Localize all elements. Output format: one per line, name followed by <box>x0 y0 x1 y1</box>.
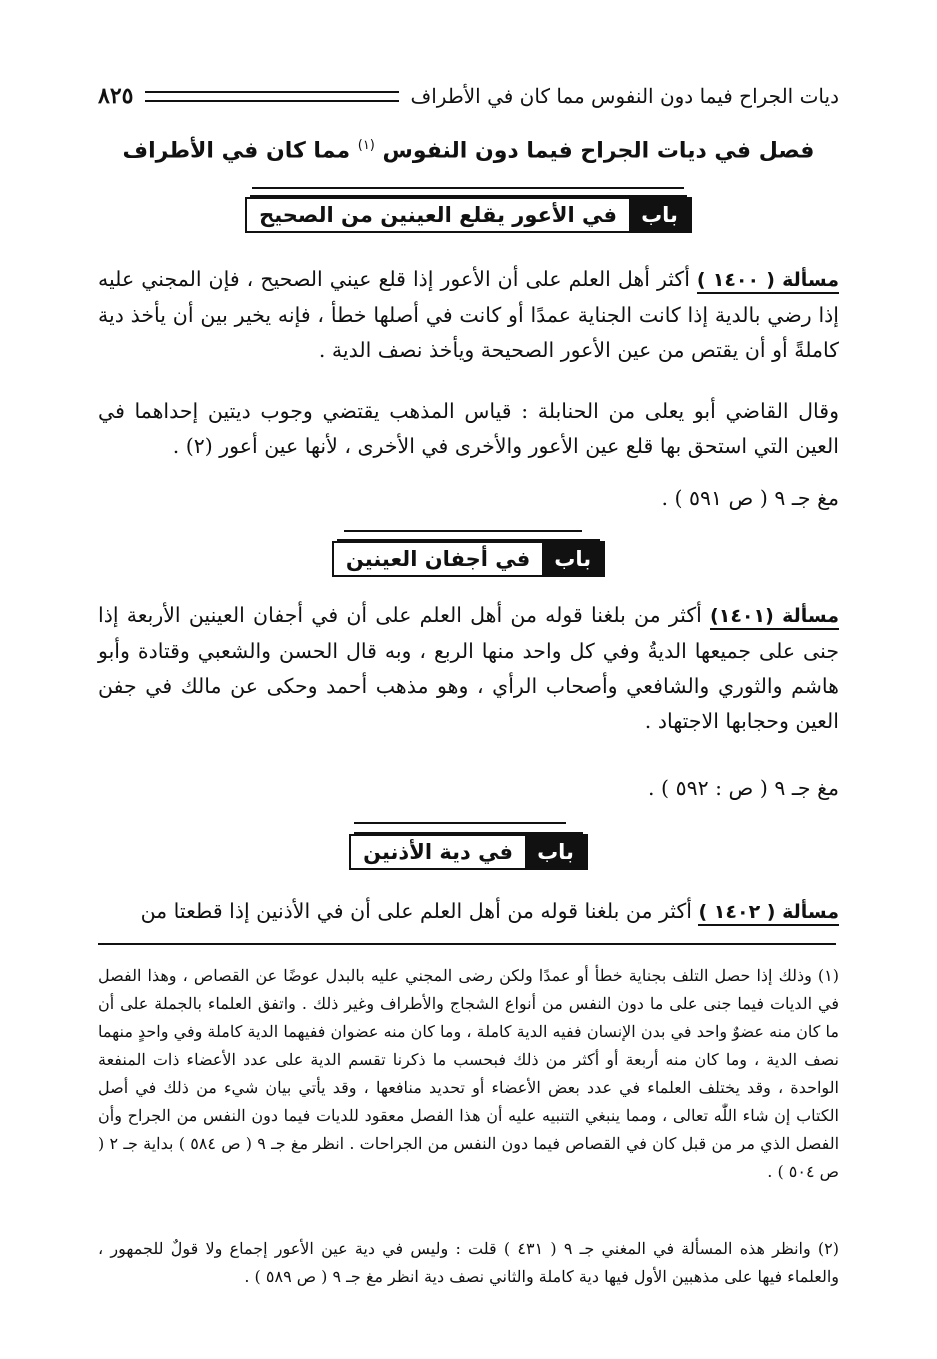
running-title: ديات الجراح فيما دون النفوس مما كان في الأطراف <box>410 84 839 108</box>
footnote-separator <box>98 943 836 945</box>
section-top-rule <box>252 187 684 189</box>
bab-tag: باب <box>629 199 690 231</box>
chapter-title-text: فصل في ديات الجراح فيما دون النفوس <box>382 138 815 164</box>
section-title: في الأعور يقلع العينين من الصحيح <box>259 203 618 227</box>
footnote-1: (١) وذلك إذا حصل التلف بجناية خطأ أو عمدًا ولكن رضى المجني عليه بالبدل عوضًا عن القصاص ، وهذا الفصل في الديات فيما جنى على ما دون النفس من أنواع الشجاج والأطراف وغير ذلك . واتفق العلماء بالجملة على أن ما كان منه عضوٌ واحد في بدن الإنسان ففيه الدية كاملة ، وما كان منه عضوان ففيهما الدية كاملة وفي واحدٍ منهما نصف الدية ، وما كان منه أربعة أو أكثر من ذلك فبحسب ما ذكرنا تقسم الدية على عدد الأعضاء ذات المنفعة الواحدة ، وقد يختلف العلماء في عدد بعض الأعضاء أو تحديد منافعها ، وقد يأتي بيان شيء من ذلك في أصل الكتاب إن شاء اللّٰه تعالى ، ومما ينبغي التنبيه عليه أن هذا الفصل معقود للديات فيما دون النفس من الجراح وأن الفصل الذي مر من قبل كان في القصاص فيما دون النفس من الجراحات . انظر مغ جـ ٩ ( ص ٥٨٤ ) بداية جـ ٢ ( ص ٥٠٤ ) . <box>98 966 840 1181</box>
paragraph-text: وقال القاضي أبو يعلى من الحنابلة : قياس المذهب يقتضي وجوب ديتين إحداهما في العين التي استحق بها قلع عين الأعور والأخرى في الأخرى ، لأنها عين أعور (٢) . <box>98 399 839 458</box>
masala-paragraph <box>98 598 839 739</box>
running-header <box>98 78 839 114</box>
paragraph-text: أكثر أهل العلم على أن الأعور إذا قلع عيني الصحيح ، فإن المجني عليه إذا رضي بالدية إذا كانت الجناية عمدًا أو كانت في أصلها خطأ ، فإنه يخير بين أن يأخذ دية كاملةً أو أن يقتص من عين الأعور الصحيحة ويأخذ نصف الدية . <box>98 267 839 362</box>
section-heading-2 <box>0 541 937 577</box>
section-title: في دية الأذنين <box>363 840 514 864</box>
footnote-marker: (١) <box>357 138 375 153</box>
paragraph <box>98 394 839 464</box>
footnote-2: (٢) وانظر هذه المسألة في المغني جـ ٩ ( ٤٣١ ) قلت : وليس في دية عين الأعور إجماع ولا قولٌ للجمهور ، والعلماء فيها على مذهبين الأول فيها دية كاملة والثاني نصف دية انظر مغ جـ ٩ ( ص ٥٨٩ ) . <box>98 1239 840 1286</box>
masala-label: مسألة ( ١٤٠٠ ) <box>697 269 839 294</box>
bab-tag: باب <box>525 836 586 868</box>
section-heading-box <box>349 834 588 870</box>
chapter-title-end: مما كان في الأطراف <box>122 138 351 164</box>
section-top-rule <box>354 822 566 824</box>
section-heading-box <box>332 541 605 577</box>
section-heading-box <box>245 197 692 233</box>
reference-line: مغ جـ ٩ ( ص ٥٩١ ) . <box>661 486 839 510</box>
paragraph-text: أكثر من بلغنا قوله من أهل العلم على أن في أجفان العينين الأربعة إذا جنى على جميعها الديةُ وفي كل واحد منها الربع ، وبه قال الحسن والشعبي وقتادة وأبو هاشم والثوري والشافعي وأصحاب الرأي ، وهو مذهب أحمد وحكى عن مالك في جفن العين وحجابها الاجتهاد . <box>98 603 839 733</box>
chapter-title <box>98 138 839 163</box>
masala-paragraph <box>98 894 839 930</box>
section-heading-3 <box>0 834 937 870</box>
masala-paragraph <box>98 262 839 368</box>
section-heading-1 <box>0 197 937 233</box>
masala-label: مسألة (١٤٠١) <box>710 605 839 630</box>
header-double-rule <box>145 91 398 102</box>
masala-label: مسألة ( ١٤٠٢ ) <box>698 901 839 926</box>
section-top-rule <box>344 530 582 532</box>
section-title: في أجفان العينين <box>345 547 531 571</box>
reference-line: مغ جـ ٩ ( ص : ٥٩٢ ) . <box>648 776 839 800</box>
paragraph-text: أكثر من بلغنا قوله من أهل العلم على أن في الأذنين إذا قطعتا من <box>140 899 692 923</box>
bab-tag: باب <box>542 543 603 575</box>
page-number: ٨٢٥ <box>98 83 134 109</box>
